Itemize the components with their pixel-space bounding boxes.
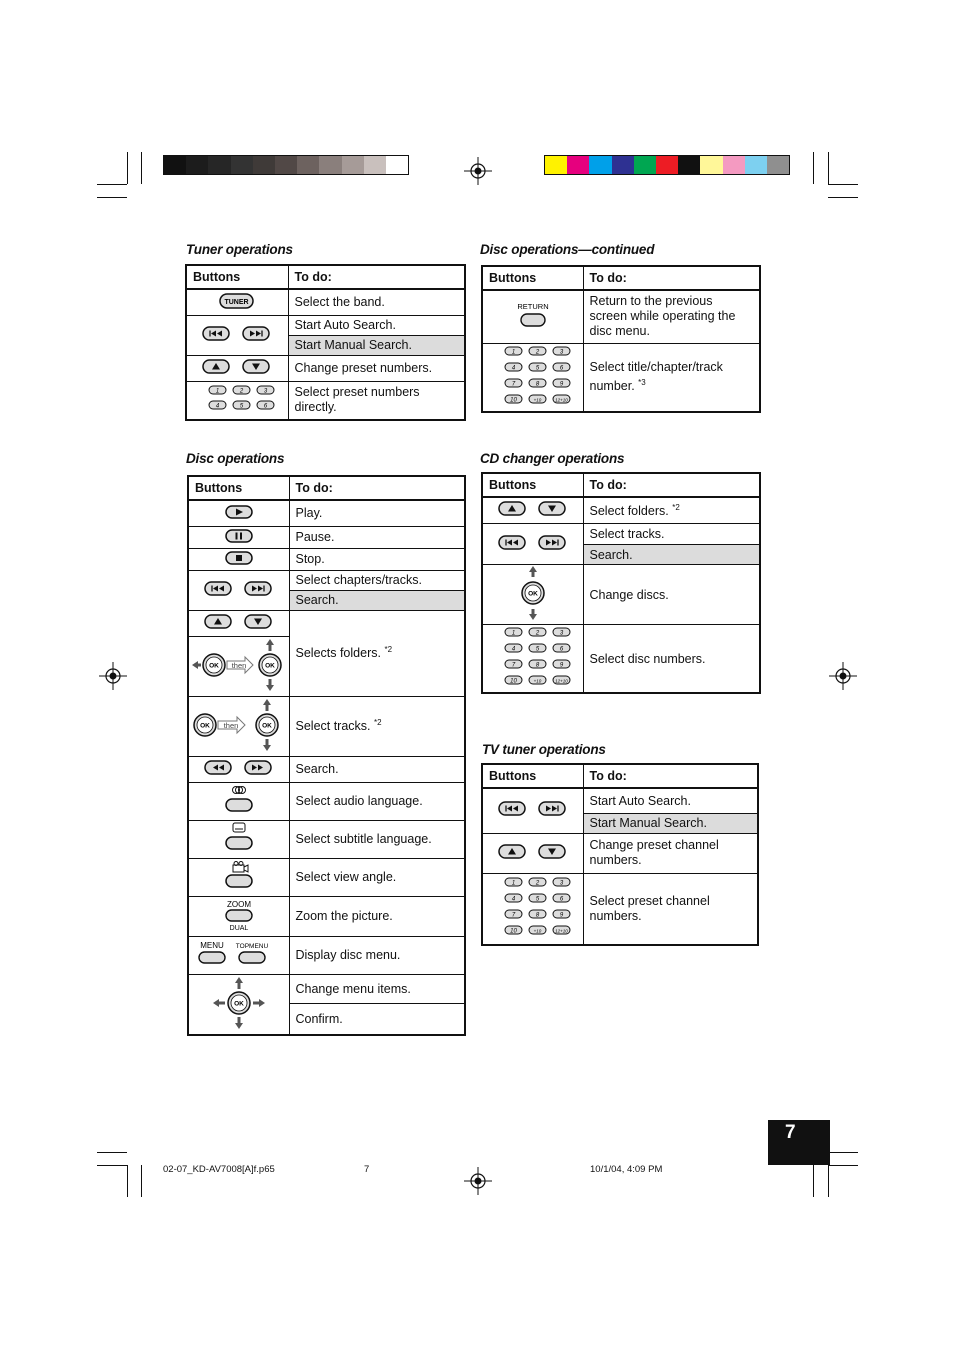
- todo-header: To do:: [583, 764, 758, 788]
- svg-text:TUNER: TUNER: [224, 298, 249, 306]
- tv-row-text: Change preset channel numbers.: [583, 833, 758, 873]
- disc-row-text: Selects folders.: [295, 646, 381, 661]
- color-swatch: [275, 156, 297, 174]
- svg-text:9: 9: [559, 912, 563, 919]
- disc-table: [187, 475, 466, 1036]
- svg-text:DUAL: DUAL: [229, 924, 249, 932]
- disc-row-text: Change menu items.: [289, 974, 465, 1003]
- svg-text:OK: OK: [209, 662, 219, 669]
- color-swatch: [545, 156, 567, 174]
- svg-text:3: 3: [559, 880, 563, 887]
- todo-header: To do:: [289, 476, 465, 500]
- todo-header: To do:: [583, 266, 760, 290]
- todo-header: To do:: [583, 473, 760, 497]
- pause-button-icon: [219, 527, 259, 545]
- svg-text:OK: OK: [200, 722, 210, 729]
- svg-text:4: 4: [511, 896, 515, 903]
- disc-cont-table: [481, 265, 761, 413]
- skip-prev-next-buttons-icon: [493, 798, 573, 820]
- svg-text:6: 6: [264, 403, 268, 409]
- svg-text:ZOOM: ZOOM: [226, 899, 251, 909]
- color-swatch: [386, 156, 408, 174]
- stop-button-icon: [219, 549, 259, 567]
- tuner-row-text: Select the band.: [288, 289, 465, 315]
- svg-text:3: 3: [559, 349, 563, 355]
- svg-text:1: 1: [511, 349, 515, 355]
- skip-prev-next-buttons-icon: [493, 532, 573, 554]
- tuner-row-text: Change preset numbers.: [288, 355, 465, 381]
- svg-text:8: 8: [535, 381, 539, 387]
- svg-text:8: 8: [535, 662, 539, 669]
- up-down-buttons-icon: [493, 841, 573, 863]
- color-swatch: [589, 156, 611, 174]
- footnote-mark: *2: [672, 502, 680, 512]
- svg-text:7: 7: [511, 662, 515, 669]
- svg-text:RETURN: RETURN: [517, 302, 549, 312]
- svg-text:10: 10: [509, 397, 517, 403]
- svg-text:12+10: 12+10: [554, 928, 568, 934]
- rewind-fastforward-buttons-icon: [199, 757, 279, 779]
- preset-number-buttons-icon: [197, 382, 277, 416]
- svg-text:MENU: MENU: [199, 940, 224, 950]
- svg-text:6: 6: [559, 365, 563, 371]
- svg-text:5: 5: [535, 365, 539, 371]
- disc-row-text: Select tracks.: [295, 719, 371, 734]
- svg-text:OK: OK: [262, 722, 272, 729]
- color-swatch: [745, 156, 767, 174]
- svg-text:6: 6: [559, 896, 563, 903]
- tv-row-text: Start Auto Search.: [583, 788, 758, 813]
- disc-row-text: Select audio language.: [289, 782, 465, 820]
- disc-row-text: Select subtitle language.: [289, 820, 465, 858]
- svg-text:2: 2: [535, 349, 539, 355]
- color-swatch: [164, 156, 186, 174]
- disc-cont-row-text: Return to the previous screen while operating the disc menu.: [583, 290, 760, 343]
- color-swatch: [253, 156, 275, 174]
- color-swatch: [342, 156, 364, 174]
- svg-text:12+10: 12+10: [554, 397, 568, 402]
- svg-text:+10: +10: [533, 928, 542, 934]
- svg-text:4: 4: [511, 365, 515, 371]
- color-swatch: [186, 156, 208, 174]
- tuner-row-text: Start Manual Search.: [288, 335, 465, 355]
- cd-row-text: Select disc numbers.: [583, 625, 760, 694]
- disc-row-text: Search.: [289, 756, 465, 782]
- disc-row-text: Zoom the picture.: [289, 896, 465, 936]
- tuner-button-icon: [217, 291, 257, 311]
- ok-joystick-4way-icon: [209, 975, 269, 1031]
- up-down-buttons-icon: [493, 498, 573, 520]
- color-swatch: [656, 156, 678, 174]
- color-swatch: [767, 156, 789, 174]
- svg-text:1: 1: [511, 880, 515, 887]
- color-swatch: [319, 156, 341, 174]
- svg-text:OK: OK: [265, 662, 275, 669]
- svg-text:8: 8: [535, 912, 539, 919]
- svg-text:5: 5: [535, 896, 539, 903]
- svg-text:OK: OK: [527, 590, 538, 598]
- disc-row-text: Confirm.: [289, 1003, 465, 1035]
- disc-row-text: Select view angle.: [289, 858, 465, 896]
- svg-text:7: 7: [511, 381, 515, 387]
- registration-target-icon: [464, 157, 492, 185]
- registration-target-icon: [99, 662, 127, 690]
- tv-table: [481, 763, 759, 946]
- svg-text:+10: +10: [533, 678, 542, 684]
- number-keypad-icon: [493, 875, 573, 939]
- color-calibration-bar: [544, 155, 790, 175]
- subtitle-button-icon: [219, 822, 259, 854]
- disc-row-text: Select chapters/tracks.: [289, 570, 465, 590]
- svg-text:1: 1: [511, 630, 515, 637]
- svg-text:then: then: [223, 720, 239, 730]
- disc-row-text: Display disc menu.: [289, 936, 465, 974]
- ok-then-ok-joystick-icon: [189, 697, 289, 753]
- buttons-header: Buttons: [482, 266, 583, 290]
- footnote-mark: *3: [638, 377, 646, 387]
- color-swatch: [678, 156, 700, 174]
- gray-calibration-bar: [163, 155, 409, 175]
- tuner-table: [185, 264, 466, 421]
- cd-row-text: Change discs.: [583, 565, 760, 625]
- svg-text:3: 3: [559, 630, 563, 637]
- registration-target-icon: [464, 1167, 492, 1195]
- footer-page: 7: [364, 1164, 370, 1175]
- tv-section-title: TV tuner operations: [482, 742, 606, 757]
- footer-date: 10/1/04, 4:09 PM: [590, 1164, 663, 1175]
- svg-text:5: 5: [535, 646, 539, 653]
- angle-button-icon: [219, 860, 259, 892]
- tuner-row-text: Select preset numbers directly.: [288, 381, 465, 420]
- svg-text:1: 1: [216, 388, 220, 394]
- buttons-header: Buttons: [482, 764, 583, 788]
- svg-text:2: 2: [240, 388, 244, 394]
- color-swatch: [297, 156, 319, 174]
- disc-row-text: Play.: [289, 500, 465, 526]
- cd-row-text: Select folders.: [589, 504, 669, 519]
- tv-row-text: Start Manual Search.: [583, 813, 758, 833]
- svg-text:TOPMENU: TOPMENU: [235, 942, 268, 950]
- ok-then-ok-joystick-icon: [189, 637, 289, 693]
- disc-section-title: Disc operations: [186, 451, 285, 466]
- svg-text:10: 10: [509, 678, 517, 685]
- zoom-button-icon: [209, 897, 269, 933]
- cd-row-text: Search.: [583, 545, 760, 565]
- svg-text:2: 2: [535, 880, 539, 887]
- buttons-header: Buttons: [186, 265, 288, 289]
- tuner-section-title: Tuner operations: [186, 242, 293, 257]
- skip-prev-next-buttons-icon: [197, 323, 277, 345]
- svg-text:OK: OK: [233, 1000, 244, 1008]
- number-keypad-icon: [493, 344, 573, 408]
- svg-text:3: 3: [264, 388, 268, 394]
- color-swatch: [231, 156, 253, 174]
- cd-section-title: CD changer operations: [480, 451, 625, 466]
- svg-text:9: 9: [559, 381, 563, 387]
- buttons-header: Buttons: [188, 476, 289, 500]
- svg-text:4: 4: [216, 403, 220, 409]
- skip-prev-next-buttons-icon: [199, 578, 279, 600]
- tuner-row-text: Start Auto Search.: [288, 315, 465, 335]
- footnote-mark: *2: [384, 645, 393, 655]
- color-swatch: [612, 156, 634, 174]
- footer-filename: 02-07_KD-AV7008[A]f.p65: [163, 1164, 275, 1175]
- svg-text:10: 10: [509, 928, 517, 935]
- menu-buttons-icon: [194, 938, 284, 970]
- disc-cont-row-text: Select title/chapter/track number.: [589, 359, 723, 394]
- page-number: 7: [768, 1120, 830, 1165]
- return-button-icon: [513, 300, 553, 330]
- cd-row-text: Select tracks.: [583, 524, 760, 545]
- color-swatch: [364, 156, 386, 174]
- svg-text:+10: +10: [533, 397, 542, 402]
- disc-cont-section-title: Disc operations—continued: [480, 242, 655, 257]
- svg-text:2: 2: [535, 630, 539, 637]
- svg-text:7: 7: [511, 912, 515, 919]
- color-swatch: [208, 156, 230, 174]
- cd-table: [481, 472, 761, 694]
- play-button-icon: [219, 503, 259, 521]
- tuner-button-cell: [186, 289, 288, 315]
- up-down-buttons-icon: [197, 356, 277, 378]
- svg-text:4: 4: [511, 646, 515, 653]
- ok-joystick-updown-icon: [513, 565, 553, 621]
- registration-target-icon: [829, 662, 857, 690]
- up-down-buttons-icon: [199, 611, 279, 633]
- color-swatch: [723, 156, 745, 174]
- disc-row-text: Pause.: [289, 526, 465, 548]
- number-keypad-icon: [493, 625, 573, 689]
- svg-text:12+10: 12+10: [554, 678, 568, 684]
- color-swatch: [634, 156, 656, 174]
- color-swatch: [700, 156, 722, 174]
- svg-text:5: 5: [240, 403, 244, 409]
- svg-text:6: 6: [559, 646, 563, 653]
- audio-button-icon: [219, 784, 259, 816]
- disc-row-text: Search.: [289, 590, 465, 610]
- color-swatch: [567, 156, 589, 174]
- svg-text:9: 9: [559, 662, 563, 669]
- footnote-mark: *2: [374, 718, 382, 728]
- todo-header: To do:: [288, 265, 465, 289]
- buttons-header: Buttons: [482, 473, 583, 497]
- tv-row-text: Select preset channel numbers.: [583, 873, 758, 945]
- disc-row-text: Stop.: [289, 548, 465, 570]
- svg-text:then: then: [231, 660, 247, 670]
